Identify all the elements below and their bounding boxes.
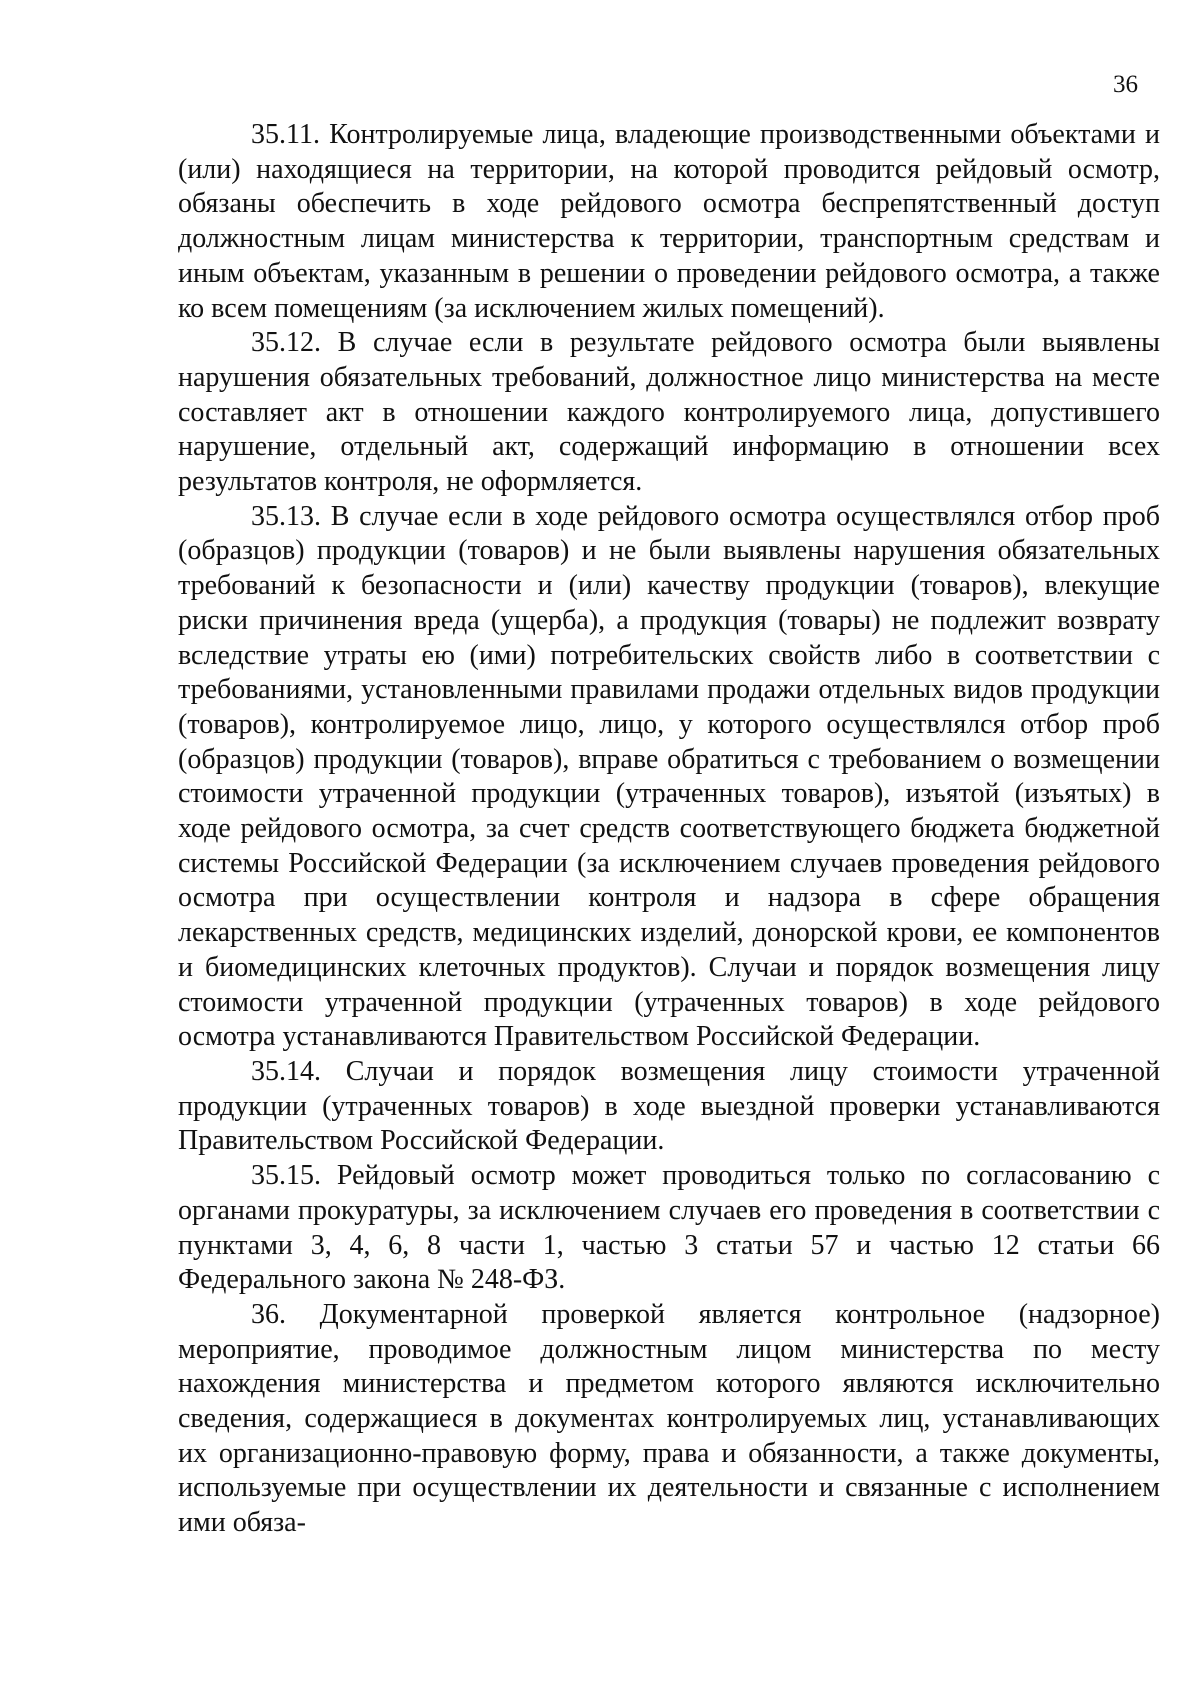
page-number: 36	[1113, 71, 1138, 98]
paragraph-35-12: 35.12. В случае если в результате рейдового осмотра были выявлены нарушения обязательных требований, должностное лицо министерства на месте составляет акт в отношении каждого контролируемого лица, допустившего нарушение, отдельный акт, содержащий информацию в отношении всех результатов контроля, не оформляется.	[178, 327, 1160, 498]
paragraph-35-14: 35.14. Случаи и порядок возмещения лицу стоимости утраченной продукции (утраченных товаров) в ходе выездной проверки устанавливаются Правительством Российской Федерации.	[178, 1055, 1160, 1157]
document-body	[178, 118, 1160, 1541]
paragraph-35-11: 35.11. Контролируемые лица, владеющие производственными объектами и (или) находящиеся на территории, на которой проводится рейдовый осмотр, обязаны обеспечить в ходе рейдового осмотра беспрепятственный доступ должностным лицам министерства к территории, транспортным средствам и иным объектам, указанным в решении о проведении рейдового осмотра, а также ко всем помещениям (за исключением жилых помещений).	[178, 119, 1160, 324]
paragraph-36: 36. Документарной проверкой является контрольное (надзорное) мероприятие, проводимое должностным лицом министерства по месту нахождения министерства и предметом которого являются исключительно сведения, содержащиеся в документах контролируемых лиц, устанавливающих их организационно-правовую форму, права и обязанности, а также документы, используемые при осуществлении их деятельности и связанные с исполнением ими обяза-	[178, 1298, 1160, 1539]
paragraph-35-13: 35.13. В случае если в ходе рейдового осмотра осуществлялся отбор проб (образцов) продукции (товаров) и не были выявлены нарушения обязательных требований к безопасности и (или) качеству продукции (товаров), влекущие риски причинения вреда (ущерба), а продукция (товары) не подлежит возврату вследствие утраты ею (ими) потребительских свойств либо в соответствии с требованиями, установленными правилами продажи отдельных видов продукции (товаров), контролируемое лицо, лицо, у которого осуществлялся отбор проб (образцов) продукции (товаров), вправе обратиться с требованием о возмещении стоимости утраченной продукции (утраченных товаров), изъятой (изъятых) в ходе рейдового осмотра, за счет средств соответствующего бюджета бюджетной системы Российской Федерации (за исключением случаев проведения рейдового осмотра при осуществлении контроля и надзора в сфере обращения лекарственных средств, медицинских изделий, донорской крови, ее компонентов и биомедицинских клеточных продуктов). Случаи и порядок возмещения лицу стоимости утраченной продукции (утраченных товаров) в ходе рейдового осмотра устанавливаются Правительством Российской Федерации.	[178, 500, 1160, 1053]
paragraph-35-15: 35.15. Рейдовый осмотр может проводиться только по согласованию с органами прокуратуры, за исключением случаев его проведения в соответствии с пунктами 3, 4, 6, 8 части 1, частью 3 статьи 57 и частью 12 статьи 66 Федерального закона № 248-ФЗ.	[178, 1160, 1160, 1296]
